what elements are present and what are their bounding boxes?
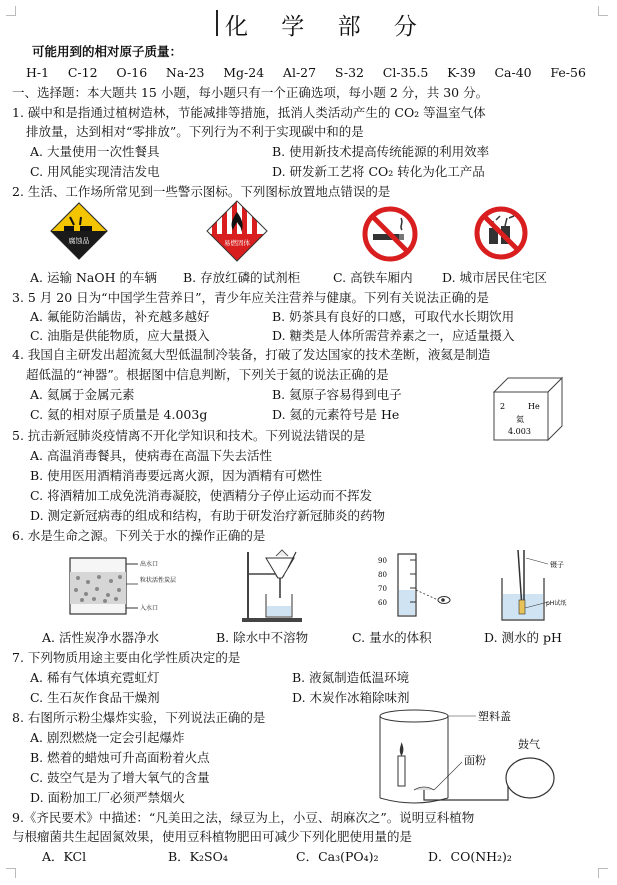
corrosive-warning-sign-icon	[50, 202, 108, 260]
question-1-option-b: B. 使用新技术提高传统能源的利用效率	[272, 144, 490, 159]
question-8-option-d: D. 面粉加工厂必须严禁烟火	[30, 790, 186, 805]
question-1-stem-continued: 排放量，达到相对“零排放”。下列行为不利于实现碳中和的是	[26, 124, 364, 139]
helium-name: 氦	[516, 415, 524, 424]
atomic-mass-list	[26, 65, 586, 81]
filtration-apparatus-diagram	[236, 548, 318, 624]
ph-test-diagram	[488, 548, 584, 624]
filter-carbon-label: 粒状活性炭层	[140, 577, 177, 584]
tweezers-label: 镊子	[550, 561, 564, 569]
question-4-option-a: A. 氦属于金属元素	[30, 387, 135, 402]
atomic-mass-c: C-12	[67, 65, 98, 80]
question-7-stem: 7. 下列物质用途主要由化学性质决定的是	[12, 650, 241, 665]
filter-inlet-label: 入水口	[140, 605, 159, 612]
question-7-option-a: A. 稀有气体填充霓虹灯	[30, 670, 160, 685]
filter-outlet-label: 出水口	[140, 561, 159, 568]
diagram-lid-label: 塑料盖	[478, 710, 511, 723]
question-9-stem: 9.《齐民要术》中描述：“凡美田之法，绿豆为上，小豆、胡麻次之”。说明豆科植物	[12, 810, 475, 825]
question-1-option-c: C. 用风能实现清洁发电	[30, 164, 160, 179]
question-1-stem: 1. 碳中和是指通过植树造林，节能减排等措施，抵消人类活动产生的 CO₂ 等温室气体	[12, 105, 486, 120]
question-3-option-a: A. 氟能防治龋齿，补充越多越好	[30, 309, 210, 324]
text-cursor	[216, 10, 218, 36]
cylinder-tick-60: 60	[378, 599, 387, 607]
question-7-option-c: C. 生石灰作食品干燥剂	[30, 690, 160, 705]
atomic-mass-ca: Ca-40	[494, 65, 532, 80]
atomic-mass-fe: Fe-56	[550, 65, 586, 80]
question-6-option-a: A. 活性炭净水器净水	[42, 630, 159, 645]
question-7-option-d: D. 木炭作冰箱除味剂	[292, 690, 410, 705]
cylinder-tick-80: 80	[378, 571, 387, 579]
ph-paper-label: pH试纸	[546, 600, 567, 607]
helium-atomic-mass: 4.003	[508, 427, 531, 436]
question-4-option-b: B. 氦原子容易得到电子	[272, 387, 402, 402]
atomic-mass-mg: Mg-24	[223, 65, 265, 80]
question-7-option-b: B. 液氮制造低温环境	[292, 670, 410, 685]
diagram-flour-label: 面粉	[464, 754, 486, 767]
section-heading: 一、选择题：本大题共 15 小题，每小题只有一个正确选项，每小题 2 分，共 30 分。	[12, 85, 489, 100]
corner-mark-bottom-right	[598, 868, 608, 878]
question-5-option-d: D. 测定新冠病毒的组成和结构，有助于研发治疗新冠肺炎的药物	[30, 508, 386, 523]
atomic-mass-na: Na-23	[165, 65, 205, 80]
sign-2-label: 易燃固体	[224, 239, 250, 247]
atomic-mass-s: S-32	[334, 65, 364, 80]
cylinder-tick-90: 90	[378, 557, 387, 565]
page-title: 化 学 部 分	[225, 14, 430, 40]
question-9-option-a: A．KCl	[42, 849, 87, 864]
corner-mark-top-right	[598, 6, 608, 16]
question-3-option-c: C. 油脂是供能物质，应大量摄入	[30, 328, 210, 343]
question-9-stem-continued: 与根瘤菌共生起固氮效果，使用豆科植物肥田可减少下列化肥使用量的是	[12, 829, 413, 844]
carbon-filter-diagram	[66, 552, 178, 622]
no-smoking-sign-icon	[362, 206, 418, 262]
question-4-option-c: C. 氦的相对原子质量是 4.003g	[30, 407, 208, 422]
question-3-option-d: D. 糖类是人体所需营养素之一，应适量摄入	[272, 328, 515, 343]
question-1-option-a: A. 大量使用一次性餐具	[30, 144, 160, 159]
sign-1-label: 腐蚀品	[68, 237, 90, 245]
question-6-stem: 6. 水是生命之源。下列关于水的操作正确的是	[12, 528, 266, 543]
diagram-air-label: 鼓气	[518, 738, 540, 751]
question-8-option-c: C. 鼓空气是为了增大氧气的含量	[30, 770, 210, 785]
helium-atomic-number: 2	[500, 402, 506, 411]
helium-symbol: He	[528, 402, 540, 411]
question-2-option-b: B. 存放红磷的试剂柜	[183, 270, 301, 285]
question-2-option-a: A. 运输 NaOH 的车辆	[30, 270, 157, 285]
question-5-option-a: A. 高温消毒餐具，使病毒在高温下失去活性	[30, 448, 272, 463]
question-9-option-d: D．CO(NH₂)₂	[428, 849, 512, 864]
question-8-option-a: A. 剧烈燃烧一定会引起爆炸	[30, 730, 185, 745]
flammable-solid-sign-icon	[206, 200, 268, 262]
atomic-mass-heading: 可能用到的相对原子质量：	[32, 44, 183, 59]
question-2-option-d: D. 城市居民住宅区	[442, 270, 548, 285]
question-2-option-c: C. 高铁车厢内	[333, 270, 413, 285]
dust-explosion-diagram	[378, 704, 578, 808]
atomic-mass-cl: Cl-35.5	[382, 65, 429, 80]
helium-element-tile	[492, 376, 564, 442]
cylinder-tick-70: 70	[378, 585, 387, 593]
question-5-option-c: C. 将酒精加工成免洗消毒凝胶，使酒精分子停止运动而不挥发	[30, 488, 373, 503]
graduated-cylinder-diagram	[374, 552, 458, 618]
question-6-option-b: B. 除水中不溶物	[216, 630, 309, 645]
atomic-mass-al: Al-27	[282, 65, 317, 80]
question-9-option-c: C．Ca₃(PO₄)₂	[296, 849, 379, 864]
question-4-stem-continued: 超低温的“神器”。根据图中信息判断，下列关于氦的说法正确的是	[26, 367, 389, 382]
question-6-option-c: C. 量水的体积	[352, 630, 432, 645]
question-5-option-b: B. 使用医用酒精消毒要远离火源，因为酒精有可燃性	[30, 468, 323, 483]
question-4-stem: 4. 我国自主研发出超流氦大型低温制冷装备，打破了发达国家的技术垄断，液氦是制造	[12, 347, 491, 362]
question-1-option-d: D. 研发新工艺将 CO₂ 转化为化工产品	[272, 164, 485, 179]
no-fireworks-sign-icon	[474, 206, 528, 260]
corner-mark-top-left	[6, 6, 16, 16]
question-5-stem: 5. 抗击新冠肺炎疫情离不开化学知识和技术。下列说法错误的是	[12, 428, 366, 443]
question-3-option-b: B. 奶茶具有良好的口感，可取代水长期饮用	[272, 309, 515, 324]
question-2-stem: 2. 生活、工作场所常见到一些警示图标。下列图标放置地点错误的是	[12, 184, 391, 199]
question-3-stem: 3. 5 月 20 日为“中国学生营养日”，青少年应关注营养与健康。下列有关说法正确的是	[12, 290, 489, 305]
question-8-option-b: B. 燃着的蜡烛可升高面粉着火点	[30, 750, 210, 765]
atomic-mass-h: H-1	[26, 65, 50, 80]
atomic-mass-k: K-39	[447, 65, 476, 80]
atomic-mass-o: O-16	[116, 65, 148, 80]
question-8-stem: 8. 右图所示粉尘爆炸实验，下列说法正确的是	[12, 710, 266, 725]
corner-mark-bottom-left	[6, 868, 16, 878]
question-9-option-b: B．K₂SO₄	[168, 849, 228, 864]
question-6-option-d: D. 测水的 pH	[484, 630, 562, 645]
question-4-option-d: D. 氦的元素符号是 He	[272, 407, 400, 422]
